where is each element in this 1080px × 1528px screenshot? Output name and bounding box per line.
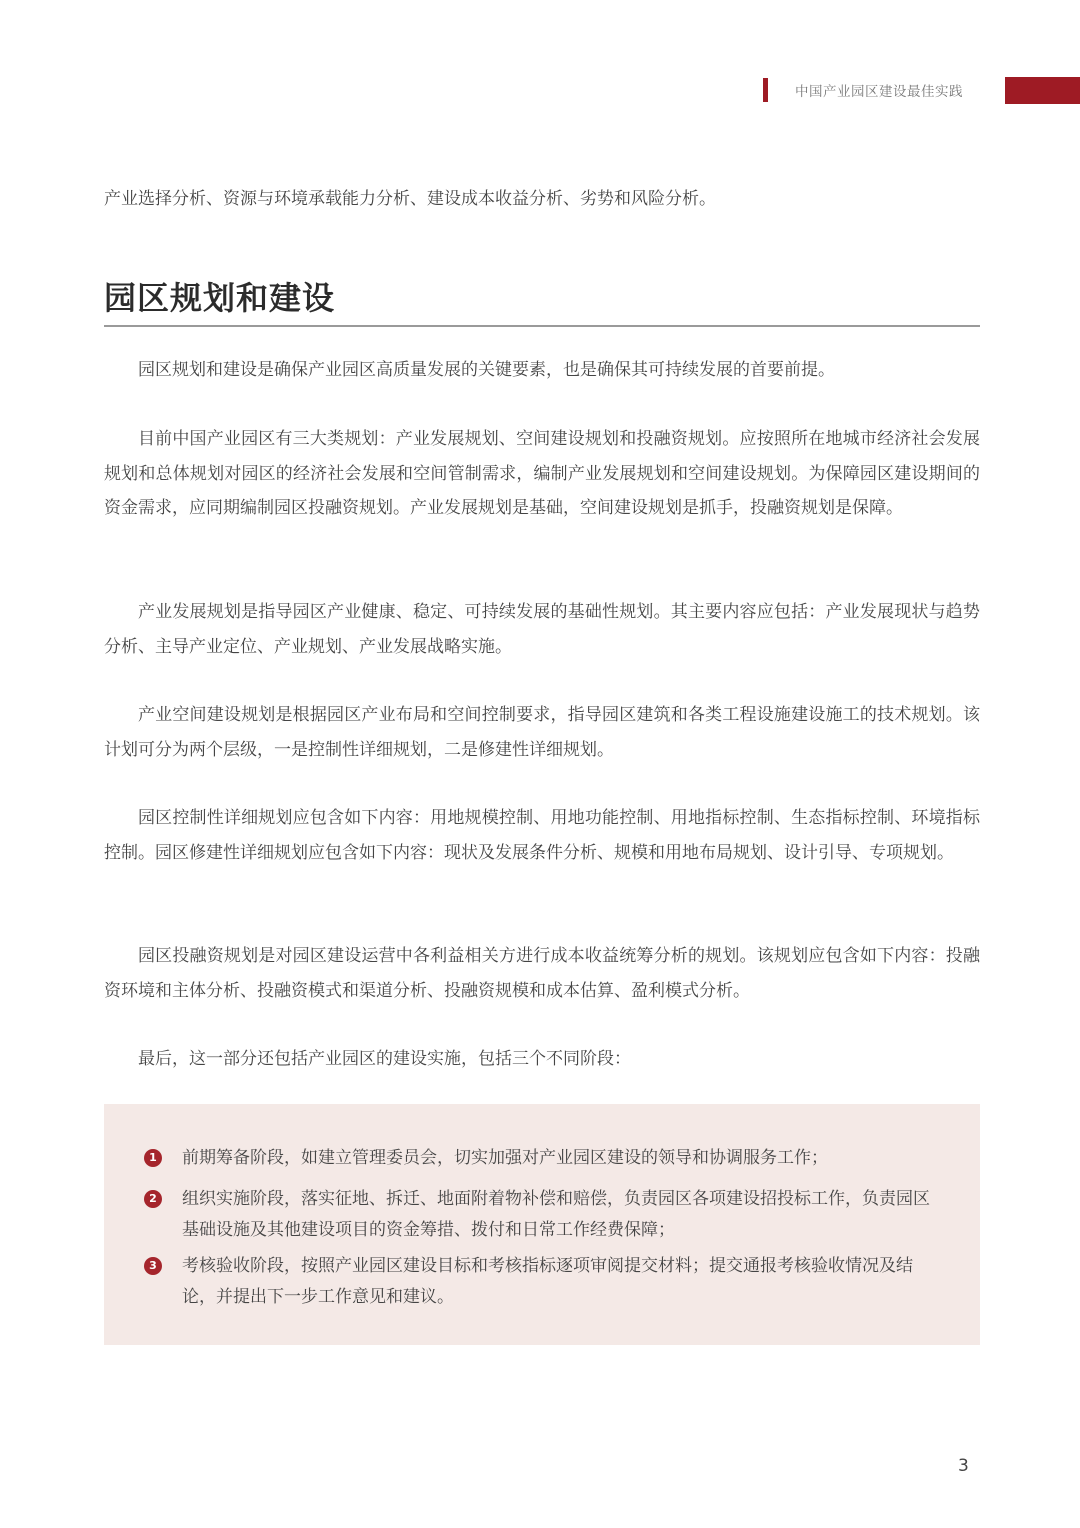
- stage-text: 考核验收阶段，按照产业园区建设目标和考核指标逐项审阅提交材料；提交通报考核验收情况及结论，并提出下一步工作意见和建议。: [182, 1256, 913, 1307]
- section-title: 园区规划和建设: [104, 279, 336, 317]
- stage-text: 前期筹备阶段，如建立管理委员会，切实加强对产业园区建设的领导和协调服务工作；: [182, 1148, 828, 1168]
- section-divider: [104, 325, 980, 327]
- header-marker: [763, 78, 768, 102]
- stage-number-badge: 1: [144, 1149, 162, 1167]
- running-header-title: 中国产业园区建设最佳实践: [795, 84, 963, 100]
- paragraph-investment-plan: 园区投融资规划是对园区建设运营中各利益相关方进行成本收益统筹分析的规划。该规划应包含如下内容：投融资环境和主体分析、投融资模式和渠道分析、投融资规模和成本估算、盈利模式分析。: [104, 946, 980, 1001]
- paragraph-intro: 园区规划和建设是确保产业园区高质量发展的关键要素，也是确保其可持续发展的首要前提。: [138, 360, 835, 380]
- paragraph-detailed-plan: 园区控制性详细规划应包含如下内容：用地规模控制、用地功能控制、用地指标控制、生态指标控制、环境指标控制。园区修建性详细规划应包含如下内容：现状及发展条件分析、规模和用地布局规划、设计引导、专项规划。: [104, 808, 980, 863]
- stage-text: 组织实施阶段，落实征地、拆迁、地面附着物补偿和赔偿，负责园区各项建设招投标工作，负责园区基础设施及其他建设项目的资金筹措、拨付和日常工作经费保障；: [182, 1189, 930, 1240]
- paragraph-spatial-plan: 产业空间建设规划是根据园区产业布局和空间控制要求，指导园区建筑和各类工程设施建设施工的技术规划。该计划可分为两个层级，一是控制性详细规划，二是修建性详细规划。: [104, 705, 980, 760]
- paragraph-industry-plan: 产业发展规划是指导园区产业健康、稳定、可持续发展的基础性规划。其主要内容应包括：产业发展现状与趋势分析、主导产业定位、产业规划、产业发展战略实施。: [104, 602, 980, 657]
- paragraph-three-plans: 目前中国产业园区有三大类规划：产业发展规划、空间建设规划和投融资规划。应按照所在地城市经济社会发展规划和总体规划对园区的经济社会发展和空间管制需求，编制产业发展规划和空间建设规划。为保障园区建设期间的资金需求，应同期编制园区投融资规划。产业发展规划是基础，空间建设规划是抓手，投融资规划是保障。: [104, 429, 980, 518]
- stage-number-badge: 2: [144, 1190, 162, 1208]
- stage-number-badge: 3: [144, 1257, 162, 1275]
- paragraph-stages-intro: 最后，这一部分还包括产业园区的建设实施，包括三个不同阶段：: [138, 1049, 631, 1069]
- stages-callout-box: [104, 1104, 980, 1345]
- header-accent-bar: [1005, 77, 1080, 104]
- page-number: 3: [958, 1456, 969, 1476]
- continuation-text: 产业选择分析、资源与环境承载能力分析、建设成本收益分析、劣势和风险分析。: [104, 189, 716, 209]
